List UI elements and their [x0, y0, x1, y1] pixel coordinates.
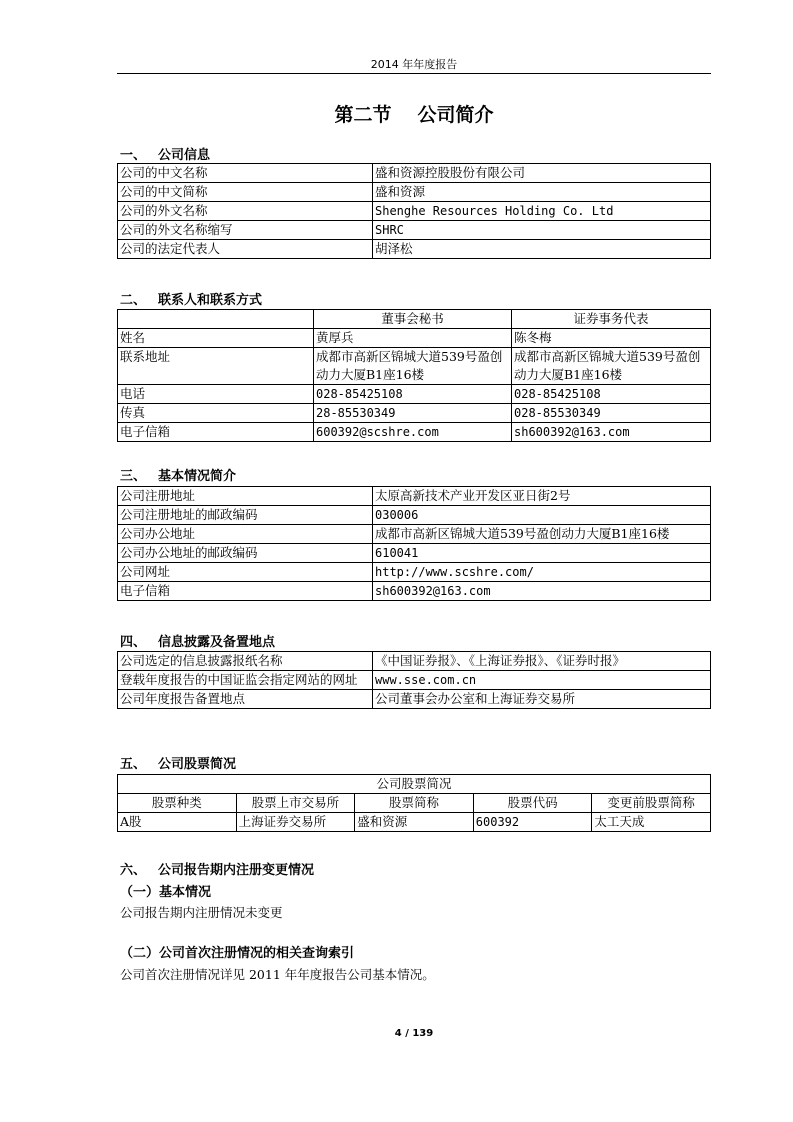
page-header: 2014 年年度报告 [370, 58, 458, 71]
cell-secretary: 28-85530349 [314, 404, 512, 423]
table-row [118, 240, 711, 259]
cell-value: 太原高新技术产业开发区亚日街2号 [373, 487, 711, 506]
cell-label: 电子信箱 [118, 582, 373, 601]
stock-short-name: 盛和资源 [355, 813, 474, 832]
cell-label: 登载年度报告的中国证监会指定网站的网址 [118, 671, 373, 690]
table-row [118, 582, 711, 601]
page-number: 4 / 139 [394, 1028, 434, 1039]
stock-header-row [118, 794, 711, 813]
cell-value: 成都市高新区锦城大道539号盈创动力大厦B1座16楼 [373, 525, 711, 544]
contacts-table [117, 309, 711, 442]
cell-value: 《中国证券报》、《上海证券报》、《证券时报》 [373, 652, 711, 671]
stock-caption: 公司股票简况 [118, 775, 711, 794]
cell-value: 公司董事会办公室和上海证券交易所 [373, 690, 711, 709]
basic-info-body [118, 487, 711, 601]
basic-info-table [117, 486, 711, 601]
table-row [118, 423, 711, 442]
cell-label: 公司的中文名称 [118, 164, 373, 183]
stock-data-row [118, 813, 711, 832]
cell-rep: 成都市高新区锦城大道539号盈创动力大厦B1座16楼 [512, 348, 711, 385]
stock-former-name: 太工天成 [592, 813, 711, 832]
cell-value: sh600392@163.com [373, 582, 711, 601]
cell-rep: 陈冬梅 [512, 329, 711, 348]
stock-caption-row [118, 775, 711, 794]
cell-value: 盛和资源控股股份有限公司 [373, 164, 711, 183]
registration-index-text: 公司首次注册情况详见 2011 年年度报告公司基本情况。 [120, 967, 435, 982]
table-row [118, 385, 711, 404]
cell-value: 030006 [373, 506, 711, 525]
title-part2: 公司简介 [417, 104, 494, 126]
page-title [117, 100, 711, 127]
section-heading-basic-info: 三、 基本情况简介 [120, 469, 237, 484]
table-row [118, 329, 711, 348]
cell-secretary: 028-85425108 [314, 385, 512, 404]
section-heading-contacts: 二、 联系人和联系方式 [120, 293, 263, 308]
cell-value: 610041 [373, 544, 711, 563]
stock-header-former-name: 变更前股票简称 [592, 794, 711, 813]
cell-rep: 028-85530349 [512, 404, 711, 423]
section-heading-company-info: 一、 公司信息 [120, 148, 211, 163]
cell-rep: 028-85425108 [512, 385, 711, 404]
contacts-header-secretary: 董事会秘书 [314, 310, 512, 329]
cell-value: http://www.scshre.com/ [373, 563, 711, 582]
cell-label: 公司的外文名称缩写 [118, 221, 373, 240]
company-info-body [118, 164, 711, 259]
table-row [118, 487, 711, 506]
table-row [118, 183, 711, 202]
cell-label: 公司办公地址 [118, 525, 373, 544]
table-row [118, 690, 711, 709]
table-row [118, 563, 711, 582]
cell-label: 公司的法定代表人 [118, 240, 373, 259]
cell-label: 公司的中文简称 [118, 183, 373, 202]
stock-header-code: 股票代码 [473, 794, 592, 813]
contacts-header-rep: 证券事务代表 [512, 310, 711, 329]
cell-label: 电子信箱 [118, 423, 314, 442]
cell-value: Shenghe Resources Holding Co. Ltd [373, 202, 711, 221]
contacts-header-blank [118, 310, 314, 329]
cell-label: 姓名 [118, 329, 314, 348]
stock-exchange: 上海证券交易所 [236, 813, 355, 832]
stock-header-type: 股票种类 [118, 794, 237, 813]
cell-label: 公司办公地址的邮政编码 [118, 544, 373, 563]
table-row [118, 525, 711, 544]
company-info-table [117, 163, 711, 259]
cell-rep: sh600392@163.com [512, 423, 711, 442]
title-part1: 第二节 [334, 104, 392, 126]
cell-label: 公司选定的信息披露报纸名称 [118, 652, 373, 671]
header-divider [117, 73, 711, 74]
cell-secretary: 600392@scshre.com [314, 423, 512, 442]
cell-secretary: 成都市高新区锦城大道539号盈创动力大厦B1座16楼 [314, 348, 512, 385]
cell-label: 公司注册地址的邮政编码 [118, 506, 373, 525]
table-row [118, 404, 711, 423]
table-row [118, 544, 711, 563]
stock-type: A股 [118, 813, 237, 832]
table-row [118, 164, 711, 183]
section-heading-disclosure: 四、 信息披露及备置地点 [120, 635, 276, 650]
table-row [118, 202, 711, 221]
cell-value: 胡泽松 [373, 240, 711, 259]
cell-label: 公司注册地址 [118, 487, 373, 506]
cell-label: 传真 [118, 404, 314, 423]
disclosure-table [117, 651, 711, 709]
cell-label: 公司的外文名称 [118, 202, 373, 221]
registration-subheading-basic: （一）基本情况 [120, 885, 212, 900]
contacts-header-row [118, 310, 711, 329]
registration-basic-text: 公司报告期内注册情况未变更 [120, 905, 283, 920]
stock-header-short-name: 股票简称 [355, 794, 474, 813]
table-row [118, 652, 711, 671]
cell-label: 公司网址 [118, 563, 373, 582]
contacts-body [118, 329, 711, 442]
section-heading-registration: 六、 公司报告期内注册变更情况 [120, 863, 315, 878]
table-row [118, 506, 711, 525]
cell-value: SHRC [373, 221, 711, 240]
table-row [118, 348, 711, 385]
registration-subheading-index: （二）公司首次注册情况的相关查询索引 [120, 946, 355, 961]
disclosure-body [118, 652, 711, 709]
section-heading-stock: 五、 公司股票简况 [120, 757, 237, 772]
cell-label: 联系地址 [118, 348, 314, 385]
cell-label: 公司年度报告备置地点 [118, 690, 373, 709]
cell-value: www.sse.com.cn [373, 671, 711, 690]
stock-code: 600392 [473, 813, 592, 832]
cell-label: 电话 [118, 385, 314, 404]
table-row [118, 221, 711, 240]
stock-header-exchange: 股票上市交易所 [236, 794, 355, 813]
table-row [118, 671, 711, 690]
stock-table [117, 774, 711, 832]
cell-secretary: 黄厚兵 [314, 329, 512, 348]
cell-value: 盛和资源 [373, 183, 711, 202]
